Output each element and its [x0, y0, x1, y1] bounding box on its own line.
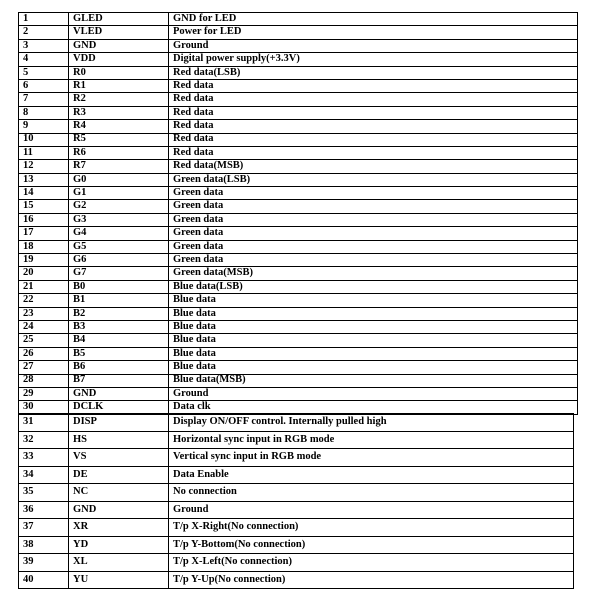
- pin-number-cell: 26: [19, 347, 69, 360]
- pin-symbol-cell: YD: [69, 536, 169, 554]
- table-row: [19, 187, 578, 200]
- pin-number-cell: 28: [19, 374, 69, 387]
- table-row: [19, 536, 574, 554]
- pin-description-cell: Data Enable: [169, 466, 574, 484]
- pin-number-cell: 21: [19, 280, 69, 293]
- pin-description-cell: Red data: [169, 133, 578, 146]
- pin-number-cell: 1: [19, 13, 69, 26]
- pin-description-cell: Green data: [169, 187, 578, 200]
- pin-symbol-cell: R1: [69, 79, 169, 92]
- table-row: [19, 200, 578, 213]
- pin-description-cell: Blue data: [169, 334, 578, 347]
- pin-symbol-cell: YU: [69, 571, 169, 589]
- table-row: [19, 13, 578, 26]
- table-row: [19, 213, 578, 226]
- pin-number-cell: 23: [19, 307, 69, 320]
- pin-number-cell: 39: [19, 554, 69, 572]
- pin-table-part1: [18, 12, 578, 415]
- table-row: [19, 320, 578, 333]
- pin-symbol-cell: G4: [69, 227, 169, 240]
- pin-symbol-cell: VS: [69, 449, 169, 467]
- pin-description-cell: Green data(LSB): [169, 173, 578, 186]
- pin-symbol-cell: G1: [69, 187, 169, 200]
- pin-symbol-cell: B7: [69, 374, 169, 387]
- pin-description-cell: Red data(LSB): [169, 66, 578, 79]
- pin-description-cell: Ground: [169, 501, 574, 519]
- pin-symbol-cell: G5: [69, 240, 169, 253]
- table-row: [19, 466, 574, 484]
- table-row: [19, 26, 578, 39]
- pin-number-cell: 30: [19, 401, 69, 414]
- pin-table-part2-body: [19, 414, 574, 589]
- pin-description-cell: Blue data: [169, 294, 578, 307]
- table-row: [19, 484, 574, 502]
- pin-number-cell: 14: [19, 187, 69, 200]
- pin-description-cell: T/p Y-Up(No connection): [169, 571, 574, 589]
- pin-description-cell: Green data: [169, 240, 578, 253]
- pin-symbol-cell: VLED: [69, 26, 169, 39]
- pin-number-cell: 34: [19, 466, 69, 484]
- pin-description-cell: Red data: [169, 106, 578, 119]
- pin-symbol-cell: G2: [69, 200, 169, 213]
- pin-number-cell: 13: [19, 173, 69, 186]
- pin-symbol-cell: B6: [69, 361, 169, 374]
- pin-number-cell: 11: [19, 146, 69, 159]
- pin-number-cell: 18: [19, 240, 69, 253]
- pin-symbol-cell: G3: [69, 213, 169, 226]
- pin-description-cell: Ground: [169, 39, 578, 52]
- pin-symbol-cell: G0: [69, 173, 169, 186]
- pin-table-part1-body: [19, 13, 578, 415]
- pin-description-cell: Display ON/OFF control. Internally pulled high: [169, 414, 574, 432]
- pin-number-cell: 31: [19, 414, 69, 432]
- table-row: [19, 374, 578, 387]
- pin-symbol-cell: GND: [69, 501, 169, 519]
- pin-description-cell: Green data: [169, 254, 578, 267]
- pin-symbol-cell: G7: [69, 267, 169, 280]
- table-row: [19, 387, 578, 400]
- pin-symbol-cell: DCLK: [69, 401, 169, 414]
- pin-description-cell: Red data: [169, 120, 578, 133]
- pin-symbol-cell: R2: [69, 93, 169, 106]
- pin-number-cell: 7: [19, 93, 69, 106]
- pin-symbol-cell: VDD: [69, 53, 169, 66]
- pin-description-cell: Red data: [169, 93, 578, 106]
- pin-symbol-cell: NC: [69, 484, 169, 502]
- pin-description-cell: Green data: [169, 227, 578, 240]
- pin-description-cell: Digital power supply(+3.3V): [169, 53, 578, 66]
- table-row: [19, 79, 578, 92]
- pin-description-cell: Blue data: [169, 361, 578, 374]
- table-row: [19, 347, 578, 360]
- pin-description-cell: Blue data: [169, 307, 578, 320]
- table-row: [19, 66, 578, 79]
- pin-number-cell: 36: [19, 501, 69, 519]
- pin-number-cell: 5: [19, 66, 69, 79]
- pin-number-cell: 19: [19, 254, 69, 267]
- pin-description-cell: Green data: [169, 200, 578, 213]
- pin-symbol-cell: XL: [69, 554, 169, 572]
- pin-symbol-cell: B1: [69, 294, 169, 307]
- pin-symbol-cell: DE: [69, 466, 169, 484]
- pin-number-cell: 17: [19, 227, 69, 240]
- table-row: [19, 93, 578, 106]
- pin-symbol-cell: DISP: [69, 414, 169, 432]
- table-row: [19, 361, 578, 374]
- pin-description-cell: GND for LED: [169, 13, 578, 26]
- pin-number-cell: 10: [19, 133, 69, 146]
- pin-number-cell: 33: [19, 449, 69, 467]
- table-row: [19, 554, 574, 572]
- pin-symbol-cell: R5: [69, 133, 169, 146]
- table-row: [19, 106, 578, 119]
- pin-number-cell: 22: [19, 294, 69, 307]
- pin-number-cell: 4: [19, 53, 69, 66]
- pin-description-cell: T/p Y-Bottom(No connection): [169, 536, 574, 554]
- pin-symbol-cell: R6: [69, 146, 169, 159]
- table-row: [19, 414, 574, 432]
- pin-description-cell: Data clk: [169, 401, 578, 414]
- pin-symbol-cell: B2: [69, 307, 169, 320]
- pin-description-cell: Blue data(LSB): [169, 280, 578, 293]
- pin-number-cell: 6: [19, 79, 69, 92]
- table-row: [19, 146, 578, 159]
- pin-number-cell: 40: [19, 571, 69, 589]
- pin-description-cell: Ground: [169, 387, 578, 400]
- pin-symbol-cell: R0: [69, 66, 169, 79]
- pin-description-cell: Blue data: [169, 347, 578, 360]
- pin-number-cell: 35: [19, 484, 69, 502]
- pin-number-cell: 24: [19, 320, 69, 333]
- pin-number-cell: 3: [19, 39, 69, 52]
- table-row: [19, 294, 578, 307]
- table-row: [19, 133, 578, 146]
- pin-description-cell: Red data: [169, 146, 578, 159]
- table-row: [19, 120, 578, 133]
- table-row: [19, 240, 578, 253]
- table-row: [19, 307, 578, 320]
- pin-symbol-cell: G6: [69, 254, 169, 267]
- table-row: [19, 227, 578, 240]
- pin-number-cell: 2: [19, 26, 69, 39]
- table-row: [19, 160, 578, 173]
- pin-symbol-cell: XR: [69, 519, 169, 537]
- pin-description-cell: Blue data: [169, 320, 578, 333]
- table-row: [19, 431, 574, 449]
- pin-number-cell: 27: [19, 361, 69, 374]
- pin-description-cell: Red data(MSB): [169, 160, 578, 173]
- table-row: [19, 280, 578, 293]
- pin-description-cell: Green data: [169, 213, 578, 226]
- pin-number-cell: 25: [19, 334, 69, 347]
- pin-description-cell: No connection: [169, 484, 574, 502]
- pin-symbol-cell: B5: [69, 347, 169, 360]
- pin-description-cell: T/p X-Right(No connection): [169, 519, 574, 537]
- pin-description-cell: T/p X-Left(No connection): [169, 554, 574, 572]
- pin-number-cell: 37: [19, 519, 69, 537]
- pin-symbol-cell: GND: [69, 39, 169, 52]
- pin-symbol-cell: B0: [69, 280, 169, 293]
- table-row: [19, 39, 578, 52]
- pin-description-cell: Blue data(MSB): [169, 374, 578, 387]
- pin-number-cell: 38: [19, 536, 69, 554]
- table-row: [19, 449, 574, 467]
- pin-description-cell: Red data: [169, 79, 578, 92]
- table-row: [19, 571, 574, 589]
- pin-symbol-cell: R3: [69, 106, 169, 119]
- pin-number-cell: 8: [19, 106, 69, 119]
- table-row: [19, 501, 574, 519]
- pin-description-cell: Horizontal sync input in RGB mode: [169, 431, 574, 449]
- pin-number-cell: 29: [19, 387, 69, 400]
- table-row: [19, 53, 578, 66]
- pin-number-cell: 15: [19, 200, 69, 213]
- pin-number-cell: 16: [19, 213, 69, 226]
- pin-number-cell: 9: [19, 120, 69, 133]
- pin-symbol-cell: GLED: [69, 13, 169, 26]
- pin-symbol-cell: HS: [69, 431, 169, 449]
- pin-symbol-cell: B4: [69, 334, 169, 347]
- pin-description-cell: Power for LED: [169, 26, 578, 39]
- table-row: [19, 334, 578, 347]
- pin-number-cell: 20: [19, 267, 69, 280]
- pin-number-cell: 12: [19, 160, 69, 173]
- pin-symbol-cell: GND: [69, 387, 169, 400]
- table-row: [19, 254, 578, 267]
- pin-description-cell: Green data(MSB): [169, 267, 578, 280]
- table-row: [19, 267, 578, 280]
- pin-symbol-cell: B3: [69, 320, 169, 333]
- table-row: [19, 519, 574, 537]
- pin-table-part2: [18, 413, 574, 589]
- pin-number-cell: 32: [19, 431, 69, 449]
- table-row: [19, 173, 578, 186]
- pin-symbol-cell: R7: [69, 160, 169, 173]
- pin-description-cell: Vertical sync input in RGB mode: [169, 449, 574, 467]
- pin-symbol-cell: R4: [69, 120, 169, 133]
